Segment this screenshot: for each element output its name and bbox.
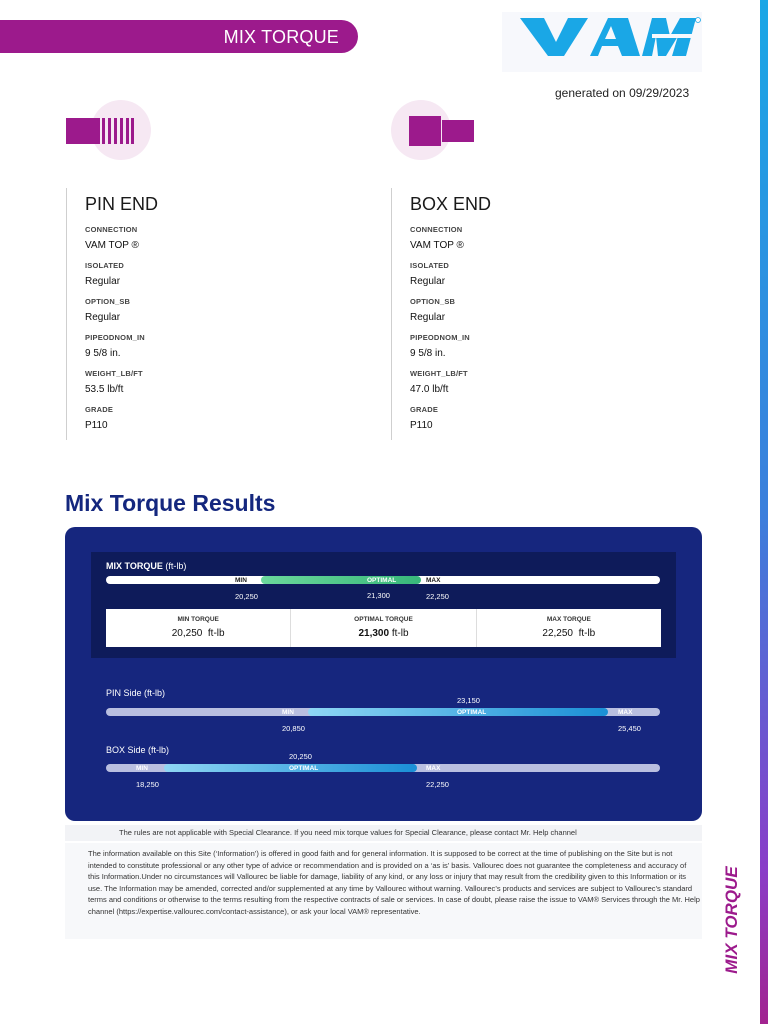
generated-date: generated on 09/29/2023 (555, 86, 690, 100)
field-key: OPTION_SB (410, 297, 456, 306)
field-value: 9 5/8 in. (410, 348, 446, 359)
min-torque-head: MIN TORQUE (177, 616, 219, 623)
header-title: MIX TORQUE (223, 27, 339, 47)
torque-summary-table (106, 609, 661, 647)
pin-side-label: PIN Side (ft-lb) (106, 688, 166, 698)
box-min-tag: MIN (136, 765, 148, 772)
field-key: ISOLATED (410, 261, 449, 270)
pin-end-icon (66, 116, 134, 146)
box-max-tag: MAX (426, 765, 441, 772)
results-panel (65, 527, 702, 821)
field-key: WEIGHT_LB/FT (410, 369, 468, 378)
max-torque-number: 22,250 (542, 628, 573, 639)
box-end-title: BOX END (410, 194, 492, 214)
box-optimal-value: 20,250 (289, 752, 312, 761)
pin-min-tag: MIN (282, 709, 294, 716)
box-field (410, 297, 491, 323)
box-min-value: 18,250 (136, 780, 159, 789)
field-key: PIPEODNOM_IN (410, 333, 470, 342)
pin-field (85, 261, 158, 287)
optimal-torque-head: OPTIMAL TORQUE (354, 616, 413, 623)
results-title: Mix Torque Results (65, 490, 276, 516)
pin-end-section (66, 188, 158, 440)
field-key: GRADE (85, 405, 114, 414)
pin-optimal-value: 23,150 (457, 696, 480, 705)
mix-torque-unit: (ft-lb) (165, 561, 187, 571)
mix-min-tag: MIN (235, 577, 247, 584)
field-key: ISOLATED (85, 261, 124, 270)
max-torque-value (477, 628, 661, 639)
mix-optimal-value: 21,300 (367, 591, 390, 600)
field-value: VAM TOP ® (85, 240, 139, 251)
mix-torque-label-bold: MIX TORQUE (106, 561, 163, 571)
box-side-label: BOX Side (ft-lb) (106, 745, 170, 755)
field-key: GRADE (410, 405, 439, 414)
field-value: P110 (85, 420, 108, 431)
field-value: P110 (410, 420, 433, 431)
field-value: Regular (410, 276, 446, 287)
field-key: PIPEODNOM_IN (85, 333, 145, 342)
field-value: Regular (85, 312, 121, 323)
pin-field (85, 333, 158, 359)
field-key: OPTION_SB (85, 297, 131, 306)
field-value: 9 5/8 in. (85, 348, 121, 359)
optimal-torque-cell (290, 609, 475, 647)
mix-optimal-tag: OPTIMAL (367, 577, 397, 584)
mix-max-value: 22,250 (426, 592, 449, 601)
pin-max-tag: MAX (618, 709, 633, 716)
optimal-torque-number: 21,300 (358, 628, 390, 639)
box-end-section (391, 188, 491, 440)
box-optimal-tag: OPTIMAL (289, 765, 319, 772)
side-title (720, 862, 744, 982)
mix-torque-range (261, 576, 421, 584)
max-torque-head: MAX TORQUE (546, 616, 591, 623)
field-value: Regular (85, 276, 121, 287)
edge-gradient-strip (760, 0, 768, 1024)
box-max-value: 22,250 (426, 780, 449, 789)
side-title-text: MIX TORQUE (722, 866, 741, 974)
mix-min-value: 20,250 (235, 592, 258, 601)
disclaimer-box (65, 843, 702, 939)
box-field (410, 333, 491, 359)
box-field (410, 405, 491, 431)
field-value: Regular (410, 312, 446, 323)
vam-logo (502, 12, 702, 72)
optimal-torque-value (291, 628, 475, 639)
special-clearance-note (65, 825, 702, 841)
field-value: 47.0 lb/ft (410, 384, 449, 395)
header-title-pill (0, 20, 358, 53)
mix-torque-box (91, 552, 676, 658)
field-value: 53.5 lb/ft (85, 384, 124, 395)
min-torque-value (106, 628, 290, 639)
box-field (410, 369, 491, 395)
disclaimer-text: The information available on this Site (‘Information’) is offered in good faith and for general information. It is supposed to be correct at the time of publishing on the Site but is not intended to constitute professional or any other type of advice or recommendation and is provided on a ‘as is’ basis. Vallourec does not guarantee the completeness and accuracy of this Information.Under no circumstances will Vallourec be liable for damage, liability of any kind, or any loss or injury that may result from the credibility given to this Information or its use. The Information may be amended, corrected and/or supplemented at any time by Vallourec without warning. Vallourec’s products and services are subject to Vallourec’s standard terms and conditions or otherwise to the terms resulting from the respective contracts of sale or services. In case of doubt, please raise the issue to VAM® Services through the Mr. Help channel (https://expertise.vallourec.com/contact-assistance), or ask your local VAM® representative. (88, 849, 700, 916)
note-text: The rules are not applicable with Special Clearance. If you need mix torque values for Special Clearance, please contact Mr. Help channel (119, 828, 577, 837)
mix-torque-label (106, 561, 186, 571)
field-key: CONNECTION (85, 225, 138, 234)
box-field (410, 261, 491, 287)
pin-field (85, 405, 158, 431)
unit: ft-lb (391, 628, 409, 639)
max-torque-cell (476, 609, 661, 647)
box-field (410, 225, 491, 251)
pin-field (85, 225, 158, 251)
pin-field (85, 369, 158, 395)
field-key: CONNECTION (410, 225, 463, 234)
pin-field (85, 297, 158, 323)
field-key: WEIGHT_LB/FT (85, 369, 143, 378)
unit: ft-lb (207, 628, 225, 639)
min-torque-cell (106, 609, 290, 647)
pin-end-title: PIN END (85, 194, 159, 214)
pin-max-value: 25,450 (618, 724, 641, 733)
pin-optimal-tag: OPTIMAL (457, 709, 487, 716)
min-torque-number: 20,250 (171, 628, 203, 639)
mix-max-tag: MAX (426, 577, 441, 584)
box-end-icon (409, 116, 475, 146)
pin-min-value: 20,850 (282, 724, 305, 733)
field-value: VAM TOP ® (410, 240, 464, 251)
unit: ft-lb (578, 628, 596, 639)
